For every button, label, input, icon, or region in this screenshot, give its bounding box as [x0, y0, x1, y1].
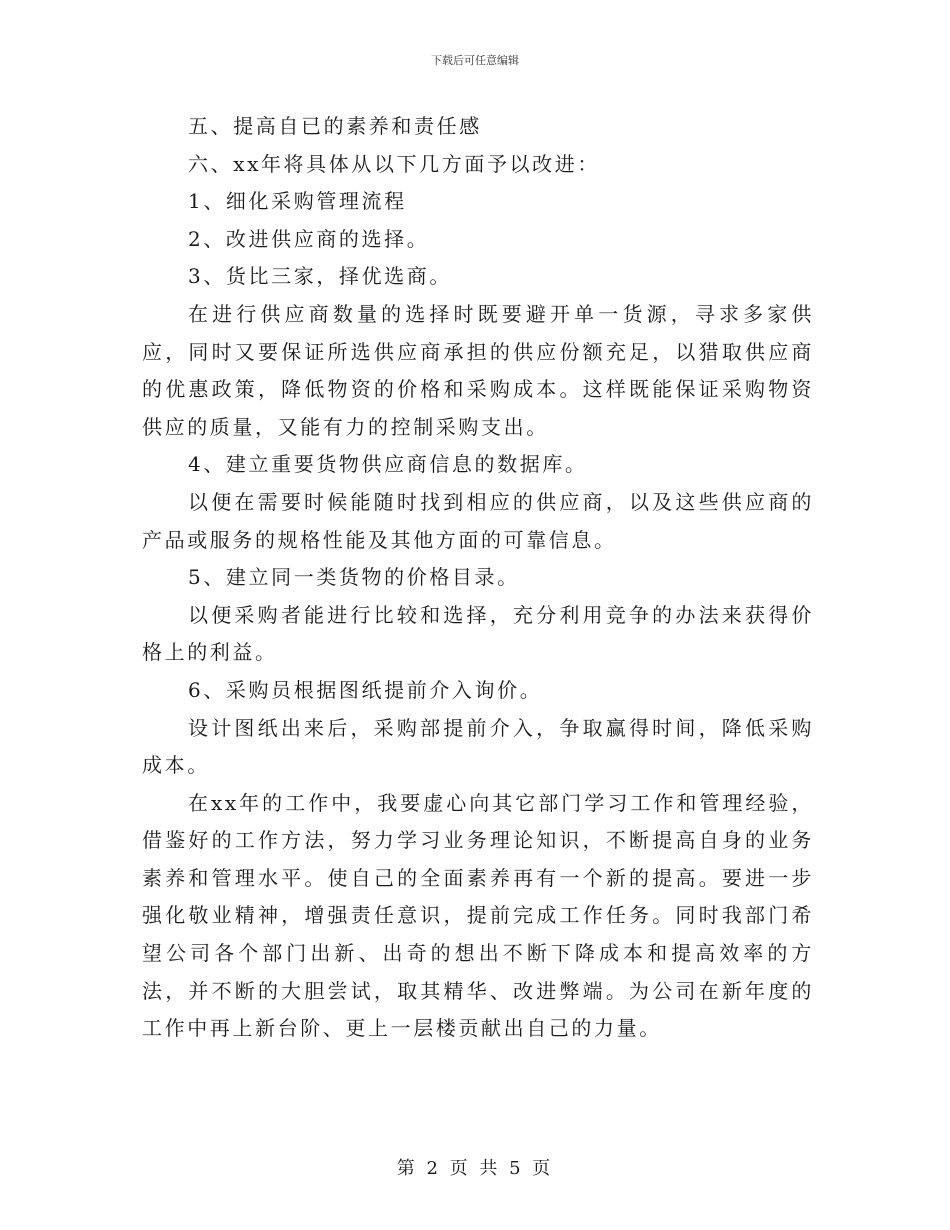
paragraph-9: 5、建立同一类货物的价格目录。 — [188, 565, 520, 590]
paragraph-2: 六、xx年将具体从以下几方面予以改进： — [188, 151, 600, 176]
page-number: 第 2 页 共 5 页 — [396, 1158, 554, 1179]
paragraph-13: 在xx年的工作中，我要虚心向其它部门学习工作和管理经验，借鉴好的工作方法，努力学习业务理论知识，不断提高自身的业务素养和管理水平。使自己的全面素养再有一个新的提高。要进一步强化敬业精神，增强责任意识，提前完成工作任务。同时我部门希望公司各个部门出新、出奇的想出不断下降成本和提高效率的方法，并不断的大胆尝试，取其精华、改进弊端。为公司在新年度的工作中再上新台阶、更上一层楼贡献出自己的力量。 — [142, 790, 814, 1041]
page-header: 下载后可任意编辑 — [431, 54, 519, 67]
document-body — [142, 108, 814, 1048]
paragraph-8: 以便在需要时候能随时找到相应的供应商，以及这些供应商的产品或服务的规格性能及其他方面的可靠信息。 — [142, 489, 814, 552]
paragraph-3: 1、细化采购管理流程 — [188, 189, 407, 214]
paragraph-10: 以便采购者能进行比较和选择，充分利用竞争的办法来获得价格上的利益。 — [142, 602, 814, 665]
paragraph-1: 五、提高自已的素养和责任感 — [188, 114, 482, 138]
paragraph-7: 4、建立重要货物供应商信息的数据库。 — [188, 452, 588, 477]
paragraph-11: 6、采购员根据图纸提前介入询价。 — [188, 677, 543, 702]
paragraph-5: 3、货比三家，择优选商。 — [188, 264, 452, 289]
paragraph-6: 在进行供应商数量的选择时既要避开单一货源，寻求多家供应，同时又要保证所选供应商承担的供应份额充足，以猎取供应商的优惠政策，降低物资的价格和采购成本。这样既能保证采购物资供应的质量，又能有力的控制采购支出。 — [142, 301, 814, 439]
paragraph-4: 2、改进供应商的选择。 — [188, 226, 430, 251]
paragraph-12: 设计图纸出来后，采购部提前介入，争取赢得时间，降低采购成本。 — [142, 715, 814, 778]
